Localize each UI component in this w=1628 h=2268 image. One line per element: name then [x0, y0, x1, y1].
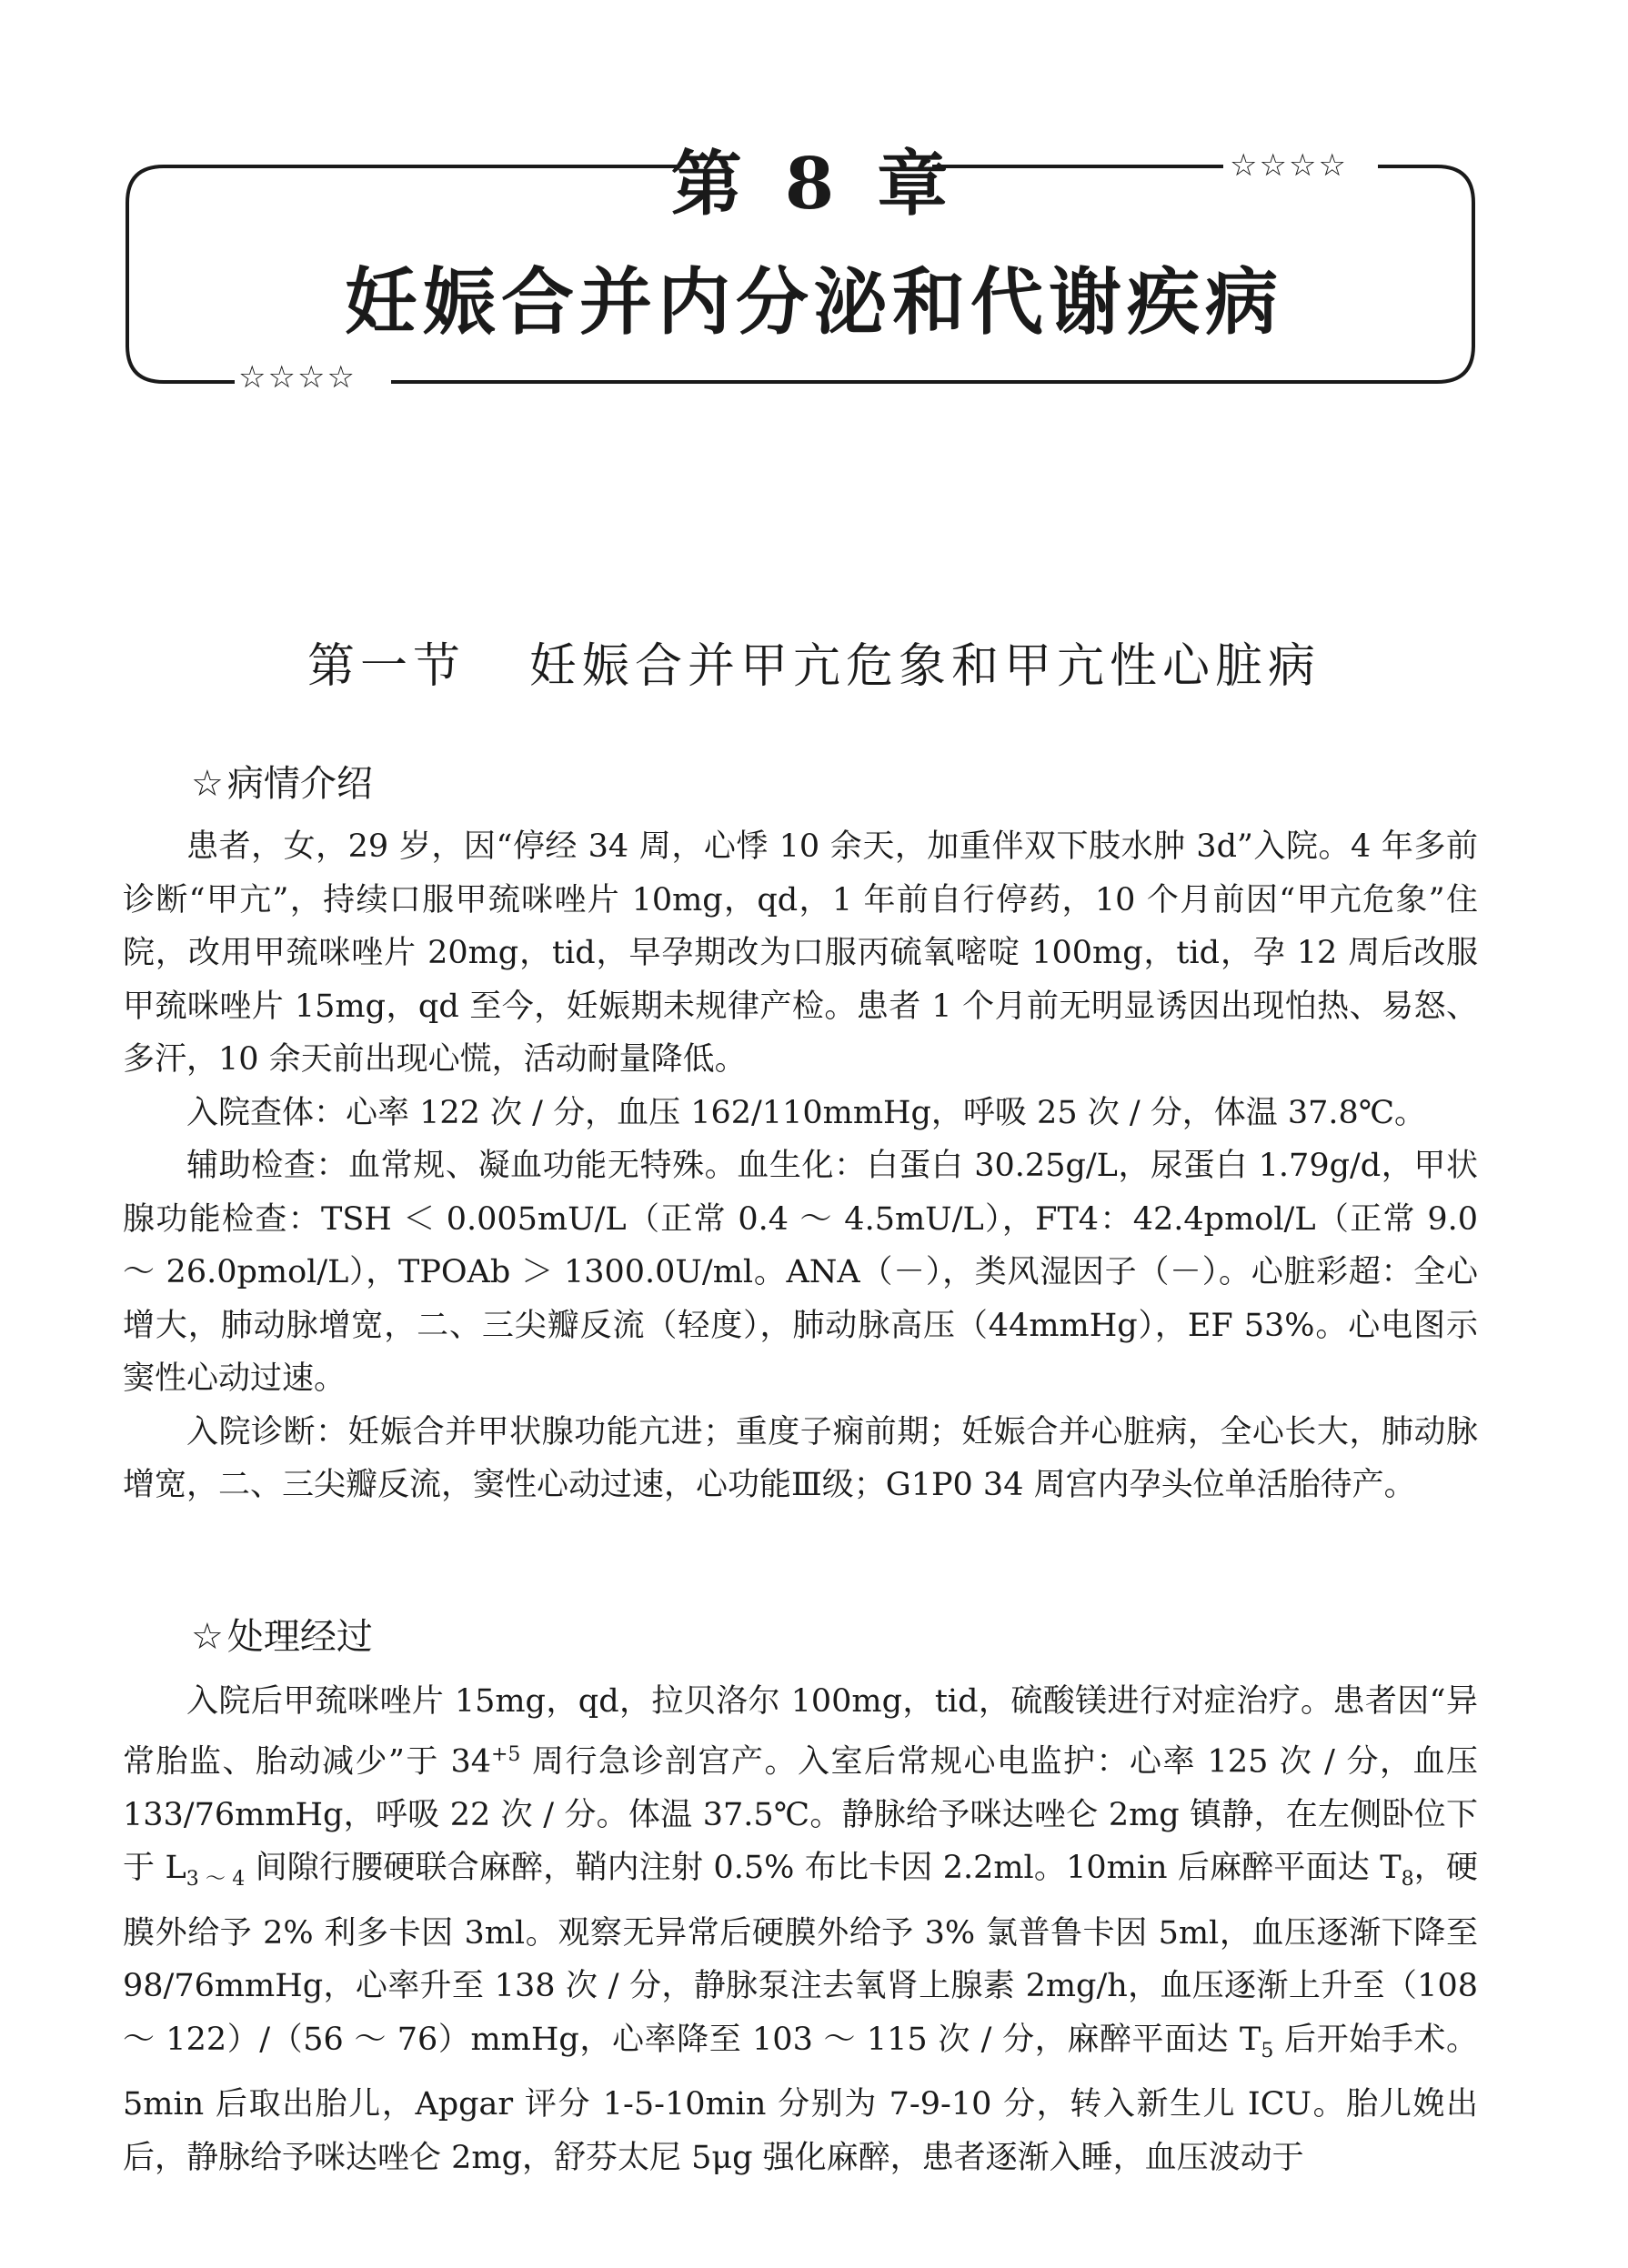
paragraph: 入院诊断：妊娠合并甲状腺功能亢进；重度子痫前期；妊娠合并心脏病，全心长大，肺动脉增宽，二、三尖瓣反流，窦性心动过速，心功能Ⅲ级；G1P0 34 周宫内孕头位单活胎待产。	[123, 1413, 1478, 1503]
subscript: 8	[1401, 1868, 1414, 1892]
star-ornament-bottom-icon: ☆☆☆☆	[238, 359, 357, 396]
star-icon: ☆	[191, 763, 224, 805]
section-label: 第一节	[307, 639, 466, 694]
subheading-case-intro	[191, 755, 373, 807]
chapter-title: 妊娠合并内分泌和代谢疾病	[345, 260, 1283, 345]
superscript: +5	[491, 1742, 521, 1766]
subscript: 5	[1261, 2039, 1274, 2062]
paragraph	[123, 1675, 1478, 2184]
chapter-number: 第 8 章	[670, 143, 958, 226]
paragraph: 入院查体：心率 122 次 / 分，血压 162/110mmHg，呼吸 25 次 / 分，体温 37.8℃。	[186, 1094, 1426, 1131]
subheading-label: 处理经过	[226, 1616, 373, 1658]
star-icon: ☆	[191, 1616, 224, 1658]
subheading-treatment	[191, 1608, 373, 1660]
chapter-header	[0, 0, 1628, 418]
text-run: 间隙行腰硬联合麻醉，鞘内注射 0.5% 布比卡因 2.2ml。10min 后麻醉平面达 T	[245, 1850, 1402, 1887]
paragraph: 辅助检查：血常规、凝血功能无特殊。血生化：白蛋白 30.25g/L，尿蛋白 1.79g/d，甲状腺功能检查：TSH ＜ 0.005mU/L（正常 0.4 ～ 4.5mU/L），FT4：42.4pmol/L（正常 9.0 ～ 26.0pmol/L），TPOAb ＞ 1300.0U/ml。ANA（－），类风湿因子（－）。心脏彩超：全心增大，肺动脉增宽，二、三尖瓣反流（轻度），肺动脉高压（44mmHg），EF 53%。心电图示窦性心动过速。	[123, 1148, 1478, 1397]
text-run: ，硬膜外给予 2% 利多卡因 3ml。观察无异常后硬膜外给予 3% 氯普鲁卡因 5ml，血压逐渐下降至 98/76mmHg，心率升至 138 次 / 分，静脉泵注去氧肾上腺素 2mg/h，血压逐渐上升至（108 ～ 122）/（56 ～ 76）mmHg，心率降至 103 ～ 115 次 / 分，麻醉平面达 T	[123, 1850, 1478, 2058]
star-ornament-top-icon: ☆☆☆☆	[1230, 147, 1348, 184]
subheading-label: 病情介绍	[226, 763, 373, 805]
text-run: 后开始手术。 5min 后取出胎儿，Apgar 评分 1-5-10min 分别为 7-9-10 分，转入新生儿 ICU。胎儿娩出后，静脉给予咪达唑仑 2mg，舒芬太尼 5μg 强化麻醉，患者逐渐入睡，血压波动于	[123, 2021, 1478, 2176]
section-title	[0, 627, 1628, 696]
text-run: 入院后甲巯咪唑片 15mg，qd，拉贝洛尔 100mg，tid，硫酸镁进行对症治疗。患者因“异常胎监、胎动减少”于 34	[123, 1683, 1478, 1781]
case-intro-body	[123, 820, 1478, 1512]
subscript: 3 ～ 4	[186, 1868, 246, 1892]
paragraph: 患者，女，29 岁，因“停经 34 周，心悸 10 余天，加重伴双下肢水肿 3d”入院。4 年多前诊断“甲亢”，持续口服甲巯咪唑片 10mg，qd，1 年前自行停药，10 个月前因“甲亢危象”住院，改用甲巯咪唑片 20mg，tid，早孕期改为口服丙硫氧嘧啶 100mg，tid，孕 12 周后改服甲巯咪唑片 15mg，qd 至今，妊娠期未规律产检。患者 1 个月前无明显诱因出现怕热、易怒、多汗，10 余天前出现心慌，活动耐量降低。	[123, 828, 1478, 1078]
section-heading: 妊娠合并甲亢危象和甲亢性心脏病	[529, 639, 1321, 694]
treatment-body	[123, 1675, 1478, 2184]
text-run: 周行急诊剖宫产。入室后常规心电监护：心率 125 次 / 分，血压 133/76mmHg，呼吸 22 次 / 分。体温 37.5℃。静脉给予咪达唑仑 2mg 镇静，在左侧卧位下于 L	[123, 1743, 1478, 1887]
